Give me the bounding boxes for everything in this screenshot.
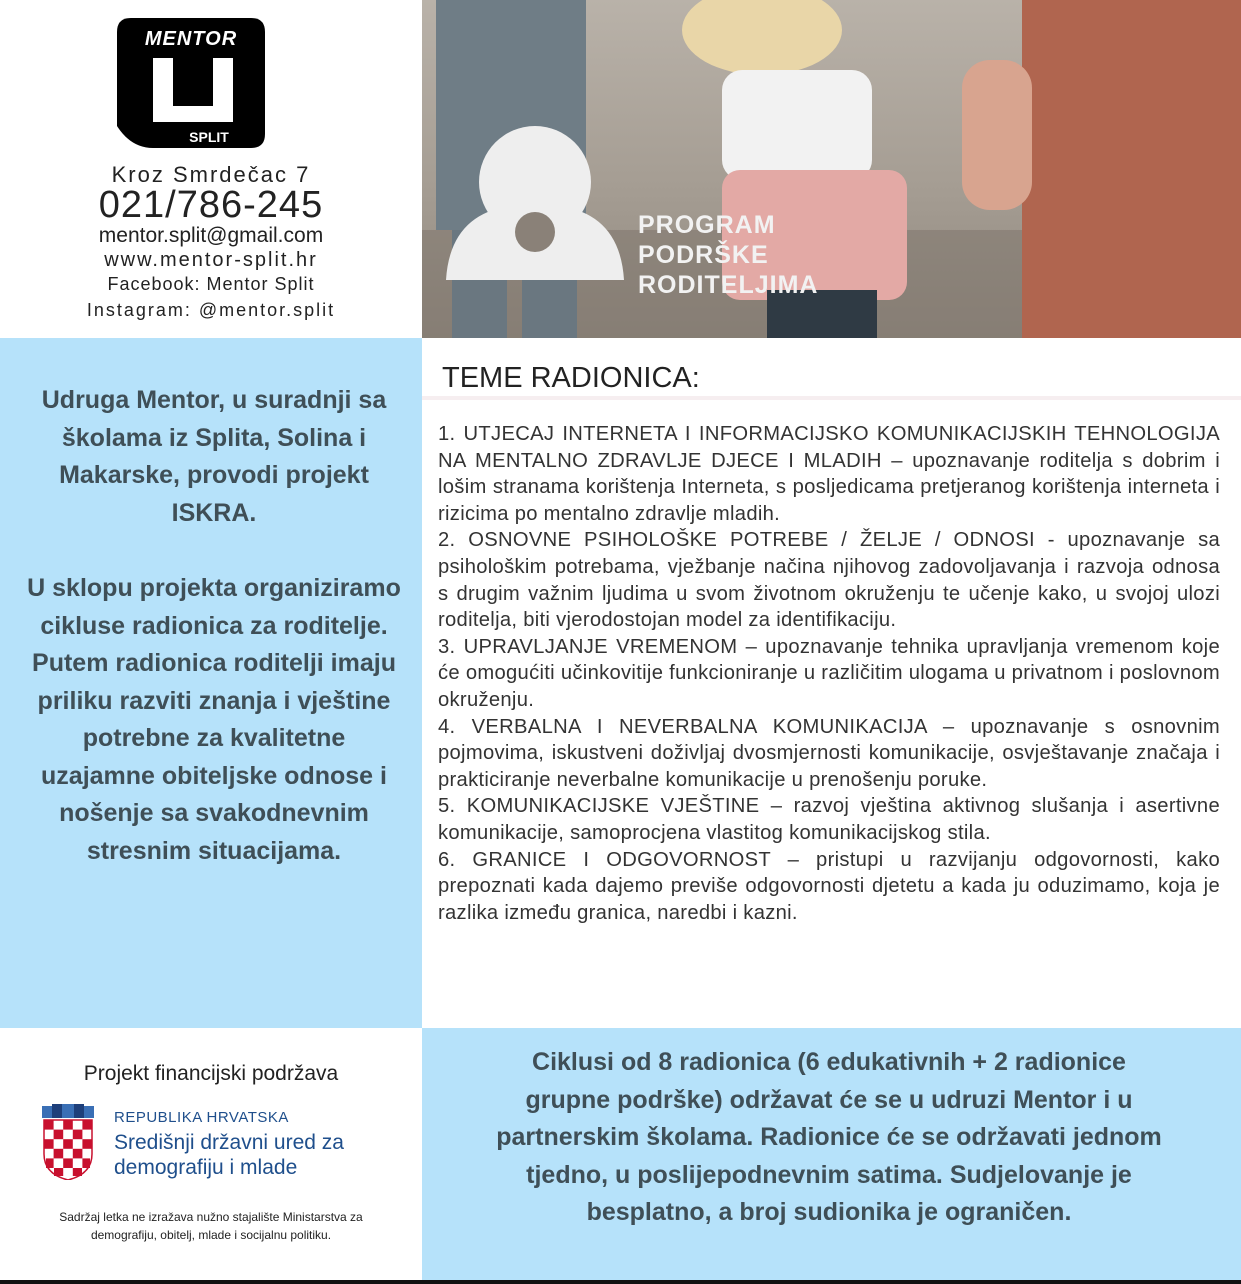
theme-item: 6. GRANICE I ODGOVORNOST – pristupi u razvijanju odgovornosti, kako prepoznati kada dajemo previše odgovornosti djetetu a kada ju oduzimamo, koja je razlika između granica, naredbi i kazni. [438,848,1220,924]
gov-line-1: REPUBLIKA HRVATSKA [114,1109,289,1126]
program-line-2: PODRŠKE [638,241,769,269]
cycles-text: Ciklusi od 8 radionica (6 edukativnih + 2 radionice grupne podrške) održavat će se u udruzi Mentor i u partnerskim školama. Radionice će se održavati jednom tjedno, u poslijepodnevnim satima. Sudjelovanje je besplatno, a broj sudionika je ograničen. [496,1048,1162,1226]
mentor-split-logo [113,14,269,152]
website-link[interactable]: www.mentor-split.hr [104,249,318,271]
theme-item: 2. OSNOVNE PSIHOLOŠKE POTREBE / ŽELJE / ODNOSI - upoznavanje sa psihološkim potrebama, vježbanje načina njihovog zadovoljavanja i razvoja odnosa s drugim važnim ljudima u svom životnom okruženju te učenje kako, u svojoj ulozi roditelja, biti vjerodostojan model za identifikaciju. [438,529,1220,632]
intro-paragraph-2: U sklopu projekta organiziramo cikluse radionica za roditelje. Putem radionica roditelji imaju priliku razviti znanja i vještine potrebne za kvalitetne uzajamne obiteljske odnose i nošenje sa svakodnevnim stresnim situacijama. [27,574,401,865]
phone-number[interactable]: 021/786-245 [98,184,324,226]
themes-list [438,421,1220,926]
program-title [638,210,818,300]
email-link[interactable]: mentor.split@gmail.com [98,224,324,247]
theme-item: 5. KOMUNIKACIJSKE VJEŠTINE – razvoj vještina aktivnog slušanja i asertivne komunikacije, samoprocjena vlastitog komunikacijskog stila. [438,795,1220,844]
program-line-3: RODITELJIMA [638,271,819,299]
logo-bottom-text: SPLIT [189,129,229,145]
divider [422,396,1241,400]
banner-photo [422,0,1241,338]
gov-line-3: demografiju i mlade [114,1156,298,1179]
croatian-coat-of-arms-icon [40,1104,96,1180]
theme-item: 4. VERBALNA I NEVERBALNA KOMUNIKACIJA – upoznavanje s osnovnim pojmovima, iskustveni doživljaj dvosmjernosti komunikacije, osvještavanje značaja i prakticiranje neverbalne komunikacije u prenošenju poruke. [438,715,1220,791]
theme-item: 3. UPRAVLJANJE VREMENOM – upoznavanje tehnika upravljanja vremenom koje će omogućiti učinkovitije funkcioniranje u različitim ulogama u privatnom i poslovnom okruženju. [438,635,1220,711]
gov-line-2: Središnji državni ured za [114,1131,344,1154]
themes-heading: TEME RADIONICA: [442,362,700,394]
facebook-link[interactable]: Facebook: Mentor Split [107,274,315,294]
program-line-1: PROGRAM [638,211,776,239]
family-silhouette-image [422,0,1241,338]
funding-title: Projekt financijski podržava [83,1062,339,1085]
theme-item: 1. UTJECAJ INTERNETA I INFORMACIJSKO KOMUNIKACIJSKIH TEHNOLOGIJA NA MENTALNO ZDRAVLJE DJECE I MLADIH – upoznavanje roditelja s dobrim i lošim stranama korištenja Interneta, s posljedicama pretjeranog korištenja interneta i rizicima po mentalno zdravlje mladih. [438,423,1220,525]
intro-paragraph-1: Udruga Mentor, u suradnji sa školama iz Splita, Solina i Makarske, provodi projekt ISKRA. [41,386,387,527]
logo-top-text: MENTOR [144,28,238,50]
instagram-link[interactable]: Instagram: @mentor.split [86,300,336,320]
disclaimer: Sadržaj letka ne izražava nužno stajalište Ministarstva za demografiju, obitelj, mlade i socijalnu politiku. [59,1210,363,1242]
gov-name [114,1130,344,1180]
bottom-border [0,1280,1241,1284]
address: Kroz Smrdečac 7 [111,162,311,187]
